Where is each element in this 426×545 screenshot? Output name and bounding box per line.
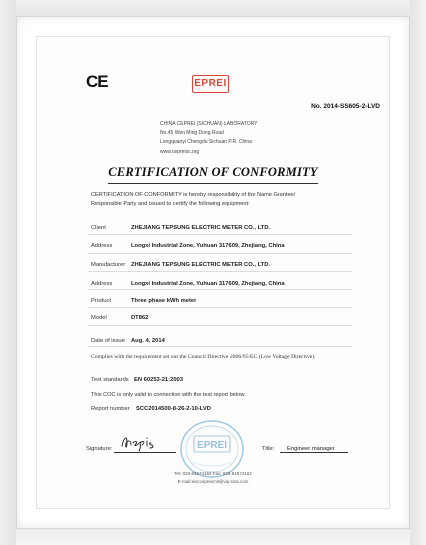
manufacturer-address-value: Longxi Industrial Zone, Yuhuan 317609, Zhejiang, China [131, 281, 285, 287]
intro-line-2: Responsible Party and issued to certify the following equipment: [91, 201, 250, 207]
certificate-number: No. 2014-SS605-2-LVD [311, 103, 380, 110]
date-of-issue-value: Aug. 4, 2014 [131, 338, 165, 344]
row-divider [88, 253, 352, 254]
ce-mark: CE [86, 72, 108, 91]
stamp-text: EPREI [196, 440, 228, 451]
validity-note: This COC is only valid in connection with the test report below: [91, 392, 246, 398]
test-standards-value: EN 60253-21:2003 [134, 377, 183, 383]
signature-line [114, 452, 176, 453]
row-divider [88, 307, 352, 308]
client-label: Client [91, 225, 106, 231]
date-of-issue-label: Date of issue [91, 338, 125, 344]
frame-bottom-edge [0, 529, 426, 545]
intro-line-1: CERTIFICATION OF CONFORMITY is hereby responsibility of the Name Grantee/ [91, 192, 296, 198]
frame-right-edge [410, 0, 426, 545]
manufacturer-label: Manufacturer [91, 262, 126, 268]
handwritten-signature-image [118, 431, 168, 453]
manufacturer-address-label: Address [91, 281, 113, 287]
title-field-label: Title: [262, 446, 275, 452]
lab-city: Longquanyi Chengdu Sichuan P.R. China [160, 139, 252, 145]
signature-label: Signature: [86, 446, 113, 452]
lab-street: No.45 Wen Ming Dong Road [160, 130, 224, 136]
client-value: ZHEJIANG TEPSUNG ELECTRIC METER CO., LTD. [131, 225, 271, 231]
manufacturer-value: ZHEJIANG TEPSUNG ELECTRIC METER CO., LTD. [131, 262, 271, 268]
contact-phone: Tel: 028-84674162 Fax: 028-84674162 [174, 471, 252, 476]
report-number-value: SCC2014500-8-26-2-10-LVD [136, 406, 211, 412]
product-value: Three phase kWh meter [131, 298, 197, 304]
model-value: DT862 [131, 315, 149, 321]
row-divider [88, 234, 352, 235]
row-divider [88, 271, 352, 272]
title-line [280, 452, 348, 453]
compliance-statement: Complies with the requirement set out the Council Directive 2006/95/EC (Low Voltage Directive). [91, 354, 316, 360]
certificate-title: CERTIFICATION OF CONFORMITY [108, 165, 318, 179]
test-standards-label: Test standards [91, 377, 129, 383]
contact-email: E-mail:eisccepreicnit@vip.sina.com [177, 479, 249, 484]
product-label: Product [91, 298, 111, 304]
frame-left-edge [0, 0, 16, 545]
title-underline [108, 183, 318, 184]
report-number-label: Report number [91, 406, 130, 412]
frame-top-edge [0, 0, 426, 16]
title-field-value: Engineer manager [287, 446, 335, 452]
row-divider [88, 346, 352, 347]
client-address-label: Address [91, 243, 113, 249]
lab-name: CHINA CEPREI (SICHUAN) LABORATORY [160, 121, 258, 127]
lab-website: www.cepreisc.org [160, 149, 200, 155]
model-label: Model [91, 315, 107, 321]
row-divider [88, 325, 352, 326]
row-divider [88, 289, 352, 290]
eprei-logo: EPREI [192, 75, 229, 93]
client-address-value: Longxi Industrial Zone, Yuhuan 317609, Zhejiang, China [131, 243, 285, 249]
